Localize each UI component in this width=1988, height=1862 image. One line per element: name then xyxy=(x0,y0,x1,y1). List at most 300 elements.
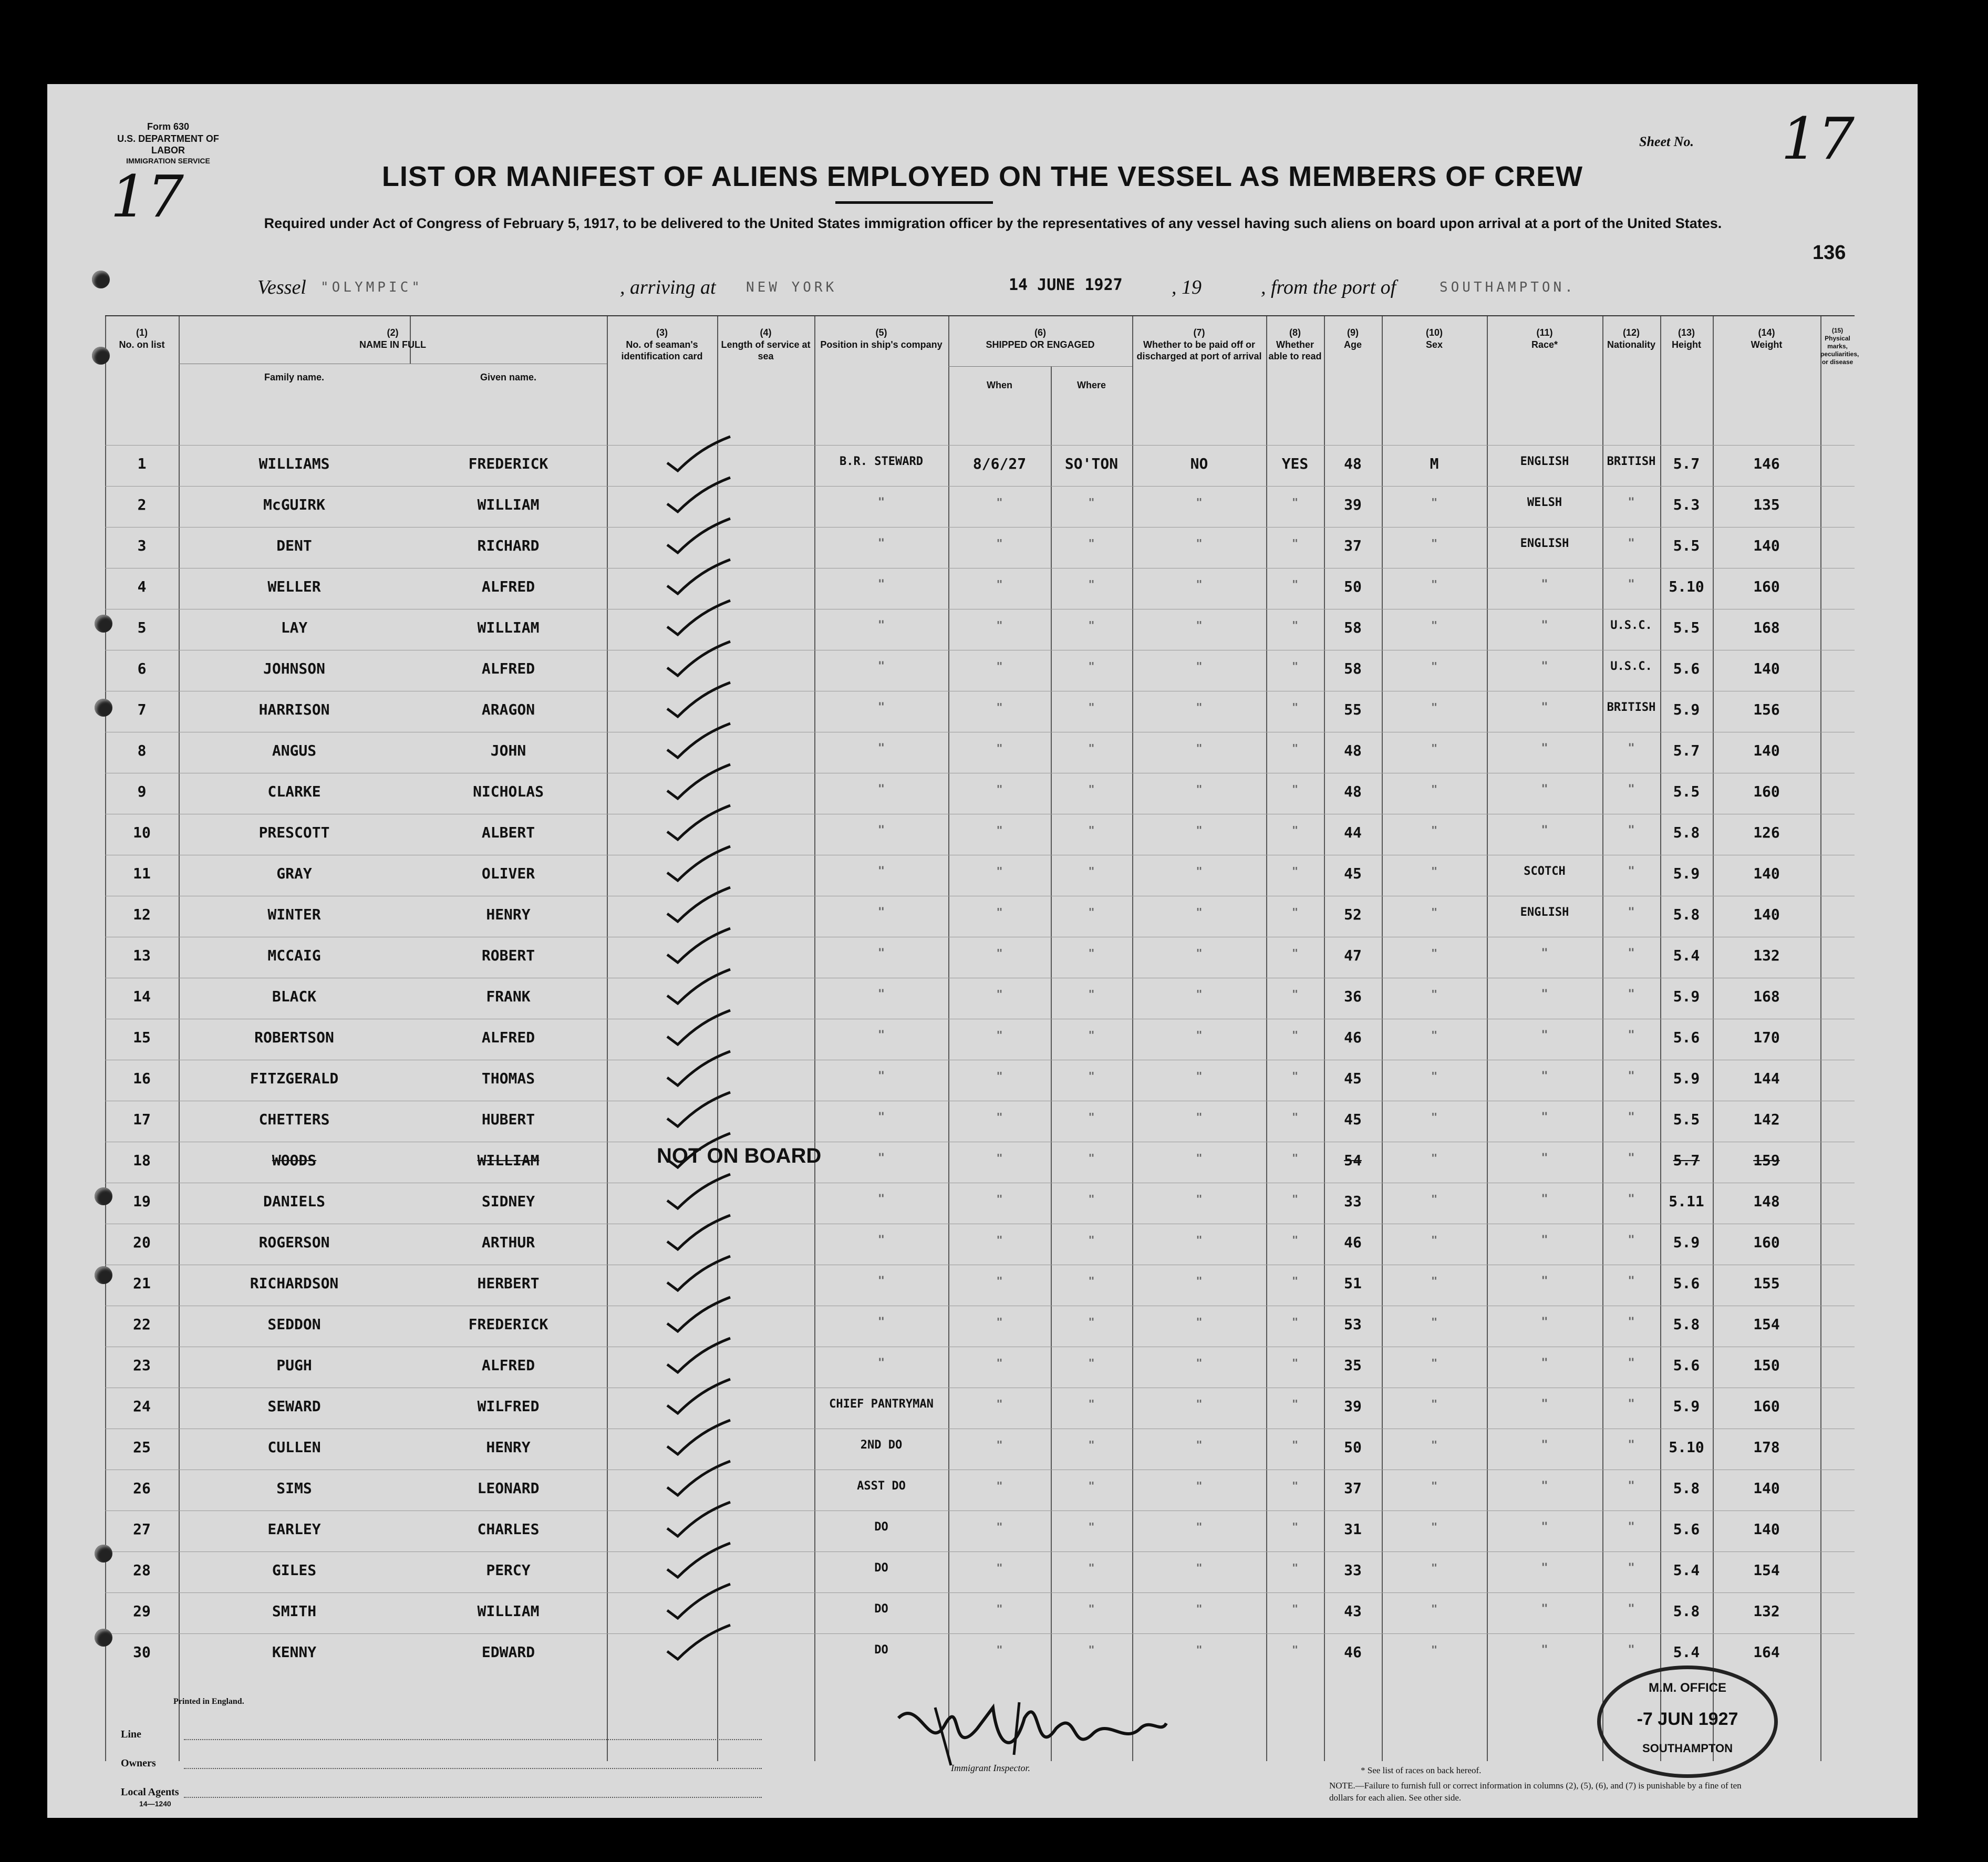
cell-height: 5.11 xyxy=(1669,1193,1704,1210)
cell-nationality: " xyxy=(1628,537,1635,550)
cell-given: HENRY xyxy=(486,1439,531,1456)
cell-where: " xyxy=(1088,1357,1095,1369)
punch-hole xyxy=(95,1187,112,1205)
cell-position: " xyxy=(877,742,885,755)
col-header-read: Whether able to read xyxy=(1268,339,1322,361)
cell-family: ANGUS xyxy=(272,742,317,759)
subheader-given: Given name. xyxy=(480,372,537,382)
cell-weight: 155 xyxy=(1753,1275,1780,1292)
check-mark-icon xyxy=(665,1458,733,1501)
col-num-15: (15) xyxy=(1831,327,1844,334)
cell-where: " xyxy=(1088,1070,1095,1082)
cell-family: HARRISON xyxy=(258,701,330,718)
cell-where: " xyxy=(1088,1439,1095,1451)
cell-when: " xyxy=(996,701,1003,713)
cell-height: 5.7 xyxy=(1673,1152,1700,1169)
cell-height: 5.4 xyxy=(1673,1643,1700,1661)
cell-height: 5.9 xyxy=(1673,1398,1700,1415)
table-row xyxy=(105,609,1855,649)
cell-race: " xyxy=(1541,701,1548,714)
cell-age: 48 xyxy=(1344,783,1362,800)
cell-no: 6 xyxy=(137,660,147,677)
cell-age: 51 xyxy=(1344,1275,1362,1292)
cell-family: GRAY xyxy=(276,865,312,882)
cell-no: 1 xyxy=(137,455,147,472)
cell-no: 23 xyxy=(133,1357,151,1374)
cell-when: " xyxy=(996,660,1003,673)
table-row xyxy=(105,445,1855,485)
cell-when: " xyxy=(996,1357,1003,1369)
cell-where: " xyxy=(1088,1520,1095,1533)
cell-sex: " xyxy=(1431,1602,1438,1615)
cell-nationality: " xyxy=(1628,1275,1635,1288)
cell-position: " xyxy=(877,1111,885,1124)
check-mark-icon xyxy=(665,1049,733,1091)
check-mark-icon xyxy=(665,1581,733,1623)
cell-read: " xyxy=(1291,660,1299,673)
cell-paid: " xyxy=(1196,701,1203,713)
cell-height: 5.6 xyxy=(1673,1029,1700,1046)
col-num-13: (13) xyxy=(1678,327,1695,338)
cell-race: " xyxy=(1541,578,1548,591)
cell-position: " xyxy=(877,496,885,509)
col-header-position: Position in ship's company xyxy=(820,339,943,350)
cell-sex: " xyxy=(1431,660,1438,673)
cell-family: WILLIAMS xyxy=(258,455,330,472)
cell-where: " xyxy=(1088,1111,1095,1123)
cell-given: WILFRED xyxy=(477,1398,540,1415)
cell-where: " xyxy=(1088,1234,1095,1246)
table-row xyxy=(105,1224,1855,1264)
cell-given: HERBERT xyxy=(477,1275,540,1292)
cell-given: PERCY xyxy=(486,1561,531,1579)
cell-weight: 164 xyxy=(1753,1643,1780,1661)
cell-sex: " xyxy=(1431,988,1438,1000)
cell-race: " xyxy=(1541,1152,1548,1165)
cell-where: " xyxy=(1088,742,1095,754)
cell-nationality: U.S.C. xyxy=(1610,660,1652,673)
table-row xyxy=(105,1019,1855,1059)
cell-height: 5.7 xyxy=(1673,455,1700,472)
cell-height: 5.6 xyxy=(1673,1520,1700,1538)
cell-where: " xyxy=(1088,906,1095,918)
cell-sex: " xyxy=(1431,1111,1438,1123)
cell-position: " xyxy=(877,701,885,714)
title-underline xyxy=(835,201,993,204)
cell-when: " xyxy=(996,947,1003,959)
cell-sex: " xyxy=(1431,1643,1438,1656)
cell-where: " xyxy=(1088,1275,1095,1287)
sheet-number: 17 xyxy=(1781,105,1855,172)
cell-where: " xyxy=(1088,1561,1095,1574)
form-header xyxy=(100,121,236,165)
cell-family: DENT xyxy=(276,537,312,554)
cell-read: " xyxy=(1291,1643,1299,1656)
cell-no: 30 xyxy=(133,1643,151,1661)
table-row xyxy=(105,1592,1855,1633)
check-mark-icon xyxy=(665,1622,733,1664)
punch-hole xyxy=(92,347,110,365)
cell-position: B.R. STEWARD xyxy=(840,455,923,468)
cell-race: " xyxy=(1541,1520,1548,1534)
cell-position: " xyxy=(877,1152,885,1165)
cell-when: " xyxy=(996,1152,1003,1164)
cell-read: " xyxy=(1291,1398,1299,1410)
cell-age: 52 xyxy=(1344,906,1362,923)
subheader-when: When xyxy=(987,380,1012,390)
cell-family: McGUIRK xyxy=(263,496,325,513)
table-row xyxy=(105,650,1855,690)
table-row xyxy=(105,1470,1855,1510)
cell-position: " xyxy=(877,537,885,550)
table-row xyxy=(105,486,1855,526)
col-num-5: (5) xyxy=(875,327,887,338)
cell-family: JOHNSON xyxy=(263,660,325,677)
cell-no: 16 xyxy=(133,1070,151,1087)
cell-weight: 168 xyxy=(1753,988,1780,1005)
stamp-top: M.M. OFFICE xyxy=(1649,1681,1726,1695)
cell-race: " xyxy=(1541,783,1548,796)
cell-nationality: BRITISH xyxy=(1607,701,1656,714)
cell-weight: 170 xyxy=(1753,1029,1780,1046)
cell-no: 18 xyxy=(133,1152,151,1169)
cell-paid: " xyxy=(1196,660,1203,673)
cell-read: " xyxy=(1291,1561,1299,1574)
form-number: Form 630 xyxy=(147,121,190,132)
cell-weight: 160 xyxy=(1753,1234,1780,1251)
col-num-8: (8) xyxy=(1289,327,1301,338)
col-header-service-length: Length of service at sea xyxy=(721,339,811,361)
cell-height: 5.8 xyxy=(1673,1480,1700,1497)
cell-family: MCCAIG xyxy=(267,947,321,964)
table-row xyxy=(105,1101,1855,1141)
cell-no: 2 xyxy=(137,496,147,513)
cell-weight: 156 xyxy=(1753,701,1780,718)
cell-read: " xyxy=(1291,1070,1299,1082)
cell-family: ROBERTSON xyxy=(254,1029,334,1046)
arriving-port: NEW YORK xyxy=(746,280,837,295)
cell-given: ALBERT xyxy=(481,824,535,841)
table-row xyxy=(105,978,1855,1018)
cell-read: " xyxy=(1291,988,1299,1000)
cell-read: " xyxy=(1291,1357,1299,1369)
cell-weight: 140 xyxy=(1753,742,1780,759)
cell-given: CHARLES xyxy=(477,1520,540,1538)
cell-read: " xyxy=(1291,906,1299,918)
cell-read: " xyxy=(1291,619,1299,632)
cell-height: 5.8 xyxy=(1673,1316,1700,1333)
cell-position: " xyxy=(877,824,885,837)
cell-position: " xyxy=(877,1070,885,1083)
cell-age: 46 xyxy=(1344,1643,1362,1661)
cell-nationality: " xyxy=(1628,496,1635,509)
cell-sex: " xyxy=(1431,1439,1438,1451)
cell-height: 5.5 xyxy=(1673,619,1700,636)
check-mark-icon xyxy=(665,926,733,968)
cell-family: WINTER xyxy=(267,906,321,923)
from-label: , from the port of xyxy=(1261,276,1396,298)
cell-paid: " xyxy=(1196,1520,1203,1533)
subheader-where: Where xyxy=(1076,380,1106,390)
cell-paid: " xyxy=(1196,824,1203,836)
cell-nationality: " xyxy=(1628,1602,1635,1616)
cell-height: 5.8 xyxy=(1673,824,1700,841)
table-row xyxy=(105,1142,1855,1182)
cell-sex: " xyxy=(1431,865,1438,877)
requirement-text: Required under Act of Congress of February 5, 1917, to be delivered to the United States immigration officer by the representatives of any vessel having such aliens on board upon arrival at a port of the United States. xyxy=(264,215,1722,231)
cell-read: " xyxy=(1291,742,1299,754)
manifest-title: LIST OR MANIFEST OF ALIENS EMPLOYED ON THE VESSEL AS MEMBERS OF CREW xyxy=(381,161,1583,192)
cell-sex: " xyxy=(1431,1316,1438,1328)
cell-given: HENRY xyxy=(486,906,531,923)
cell-given: FREDERICK xyxy=(468,455,548,472)
cell-paid: " xyxy=(1196,1480,1203,1492)
cell-where: " xyxy=(1088,1193,1095,1205)
punch-hole xyxy=(95,1629,112,1647)
cell-where: " xyxy=(1088,619,1095,632)
cell-read: " xyxy=(1291,1275,1299,1287)
vessel-name: "OLYMPIC" xyxy=(320,280,423,295)
cell-height: 5.4 xyxy=(1673,947,1700,964)
check-mark-icon xyxy=(665,598,733,640)
cell-nationality: " xyxy=(1628,578,1635,591)
col-num-7: (7) xyxy=(1193,327,1205,338)
col-header-sex: Sex xyxy=(1425,339,1443,350)
cell-sex: " xyxy=(1431,1357,1438,1369)
check-mark-icon xyxy=(665,1336,733,1378)
cell-given: FREDERICK xyxy=(468,1316,548,1333)
col-header-paid-off: Whether to be paid off or discharged at port of arrival xyxy=(1136,339,1262,361)
cell-no: 29 xyxy=(133,1602,151,1620)
cell-age: 43 xyxy=(1344,1602,1362,1620)
cell-read: " xyxy=(1291,578,1299,591)
cell-position: 2ND DO xyxy=(860,1439,903,1452)
cell-paid: " xyxy=(1196,1439,1203,1451)
col-num-6: (6) xyxy=(1034,327,1046,338)
check-mark-icon xyxy=(665,516,733,558)
cell-age: 53 xyxy=(1344,1316,1362,1333)
cell-family: LAY xyxy=(281,619,308,636)
col-num-3: (3) xyxy=(656,327,668,338)
cell-given: WILLIAM xyxy=(477,1602,540,1620)
cell-given: SIDNEY xyxy=(481,1193,535,1210)
cell-no: 21 xyxy=(133,1275,151,1292)
cell-family: BLACK xyxy=(272,988,317,1005)
owners-rule xyxy=(184,1768,762,1769)
cell-given: WILLIAM xyxy=(477,496,540,513)
arriving-label: , arriving at xyxy=(620,276,716,298)
cell-position: " xyxy=(877,1275,885,1288)
cell-given: EDWARD xyxy=(481,1643,535,1661)
cell-age: 58 xyxy=(1344,660,1362,677)
cell-race: " xyxy=(1541,1316,1548,1329)
cell-race: " xyxy=(1541,619,1548,632)
cell-nationality: " xyxy=(1628,1193,1635,1206)
cell-given: ARTHUR xyxy=(481,1234,535,1251)
check-mark-icon xyxy=(665,557,733,599)
manifest-page xyxy=(47,84,1918,1818)
cell-read: YES xyxy=(1281,455,1309,472)
cell-given: JOHN xyxy=(490,742,526,759)
cell-height: 5.9 xyxy=(1673,988,1700,1005)
cell-no: 15 xyxy=(133,1029,151,1046)
col-header-shipped: SHIPPED OR ENGAGED xyxy=(986,339,1095,350)
cell-weight: 148 xyxy=(1753,1193,1780,1210)
cell-sex: " xyxy=(1431,906,1438,918)
cell-paid: " xyxy=(1196,1398,1203,1410)
col-header-marks: Physical marks, peculiarities, or disease xyxy=(1820,335,1859,366)
cell-age: 33 xyxy=(1344,1561,1362,1579)
table-row xyxy=(105,1060,1855,1100)
cell-race: ENGLISH xyxy=(1520,537,1569,550)
cell-weight: 140 xyxy=(1753,537,1780,554)
cell-race: " xyxy=(1541,742,1548,755)
cell-race: " xyxy=(1541,1070,1548,1083)
cell-given: ALFRED xyxy=(481,578,535,595)
cell-weight: 144 xyxy=(1753,1070,1780,1087)
check-mark-icon xyxy=(665,434,733,476)
cell-height: 5.7 xyxy=(1673,742,1700,759)
page-number: 136 xyxy=(1813,242,1846,264)
punch-hole xyxy=(95,1266,112,1284)
cell-given: WILLIAM xyxy=(477,1152,540,1169)
agents-rule xyxy=(184,1797,762,1798)
cell-nationality: " xyxy=(1628,947,1635,960)
punch-hole xyxy=(95,615,112,633)
cell-where: " xyxy=(1088,537,1095,550)
table-row xyxy=(105,937,1855,977)
cell-position: " xyxy=(877,947,885,960)
cell-family: KENNY xyxy=(272,1643,317,1661)
cell-given: FRANK xyxy=(486,988,531,1005)
cell-paid: " xyxy=(1196,1029,1203,1041)
cell-height: 5.9 xyxy=(1673,701,1700,718)
cell-position: DO xyxy=(874,1643,888,1657)
cell-paid: " xyxy=(1196,1316,1203,1328)
cell-sex: M xyxy=(1430,455,1439,472)
owners-label: Owners xyxy=(121,1757,156,1769)
cell-age: 45 xyxy=(1344,1070,1362,1087)
cell-when: " xyxy=(996,1398,1003,1410)
cell-paid: " xyxy=(1196,906,1203,918)
table-row xyxy=(105,1551,1855,1592)
cell-position: " xyxy=(877,1193,885,1206)
col-header-name: NAME IN FULL xyxy=(359,339,426,350)
cell-race: " xyxy=(1541,1480,1548,1493)
cell-paid: " xyxy=(1196,783,1203,795)
cell-age: 35 xyxy=(1344,1357,1362,1374)
col-num-10: (10) xyxy=(1425,327,1443,338)
cell-height: 5.8 xyxy=(1673,1602,1700,1620)
cell-where: " xyxy=(1088,947,1095,959)
col-header-race: Race* xyxy=(1531,339,1558,350)
cell-weight: 160 xyxy=(1753,1398,1780,1415)
cell-when: " xyxy=(996,1439,1003,1451)
cell-when: " xyxy=(996,1193,1003,1205)
cell-read: " xyxy=(1291,1193,1299,1205)
cell-weight: 140 xyxy=(1753,1520,1780,1538)
cell-when: " xyxy=(996,1643,1003,1656)
cell-race: " xyxy=(1541,1234,1548,1247)
table-row xyxy=(105,1183,1855,1223)
cell-read: " xyxy=(1291,496,1299,509)
cell-height: 5.9 xyxy=(1673,865,1700,882)
cell-nationality: " xyxy=(1628,1480,1635,1493)
cell-nationality: " xyxy=(1628,1561,1635,1575)
cell-race: " xyxy=(1541,1275,1548,1288)
col-header-id-card: No. of seaman's identification card xyxy=(621,339,703,361)
cell-read: " xyxy=(1291,783,1299,795)
cell-no: 20 xyxy=(133,1234,151,1251)
cell-no: 13 xyxy=(133,947,151,964)
cell-sex: " xyxy=(1431,824,1438,836)
cell-when: " xyxy=(996,906,1003,918)
cell-read: " xyxy=(1291,1316,1299,1328)
cell-height: 5.8 xyxy=(1673,906,1700,923)
cell-no: 10 xyxy=(133,824,151,841)
cell-height: 5.5 xyxy=(1673,537,1700,554)
cell-nationality: " xyxy=(1628,1316,1635,1329)
cell-where: " xyxy=(1088,701,1095,713)
cell-weight: 160 xyxy=(1753,578,1780,595)
cell-paid: " xyxy=(1196,1357,1203,1369)
cell-position: " xyxy=(877,1234,885,1247)
cell-sex: " xyxy=(1431,1275,1438,1287)
cell-sex: " xyxy=(1431,1398,1438,1410)
cell-race: " xyxy=(1541,1561,1548,1575)
cell-family: SEDDON xyxy=(267,1316,321,1333)
cell-no: 24 xyxy=(133,1398,151,1415)
cell-no: 14 xyxy=(133,988,151,1005)
cell-where: " xyxy=(1088,660,1095,673)
table-row xyxy=(105,1633,1855,1674)
cell-race: " xyxy=(1541,1357,1548,1370)
cell-position: " xyxy=(877,578,885,591)
cell-race: " xyxy=(1541,1398,1548,1411)
cell-family: SEWARD xyxy=(267,1398,321,1415)
cell-weight: 160 xyxy=(1753,783,1780,800)
cell-family: CLARKE xyxy=(267,783,321,800)
check-mark-icon xyxy=(665,1172,733,1214)
office-stamp xyxy=(1597,1666,1778,1778)
cell-when: " xyxy=(996,1480,1003,1492)
cell-paid: " xyxy=(1196,537,1203,550)
col-header-weight: Weight xyxy=(1751,339,1783,350)
cell-where: " xyxy=(1088,1480,1095,1492)
cell-given: ARAGON xyxy=(481,701,535,718)
margin-sheet-number: 17 xyxy=(110,163,184,230)
cell-weight: 146 xyxy=(1753,455,1780,472)
check-mark-icon xyxy=(665,639,733,681)
races-note: * See list of races on back hereof. xyxy=(1361,1765,1482,1775)
cell-height: 5.10 xyxy=(1669,578,1704,595)
subheader-family: Family name. xyxy=(264,372,325,382)
col-header-number: No. on list xyxy=(119,339,165,350)
cell-family: RICHARDSON xyxy=(250,1275,339,1292)
cell-family: WOODS xyxy=(272,1152,317,1169)
check-mark-icon xyxy=(665,1499,733,1542)
cell-no: 25 xyxy=(133,1439,151,1456)
table-row xyxy=(105,732,1855,772)
check-mark-icon xyxy=(665,721,733,763)
penalty-note: NOTE.—Failure to furnish full or correct information in columns (2), (5), (6), and (7) is punishable by a fine of ten dollars for each alien. See other side. xyxy=(1329,1781,1742,1803)
table-row xyxy=(105,1265,1855,1305)
cell-sex: " xyxy=(1431,496,1438,509)
cell-when: " xyxy=(996,1111,1003,1123)
punch-hole xyxy=(95,1545,112,1563)
cell-age: 48 xyxy=(1344,742,1362,759)
cell-age: 47 xyxy=(1344,947,1362,964)
